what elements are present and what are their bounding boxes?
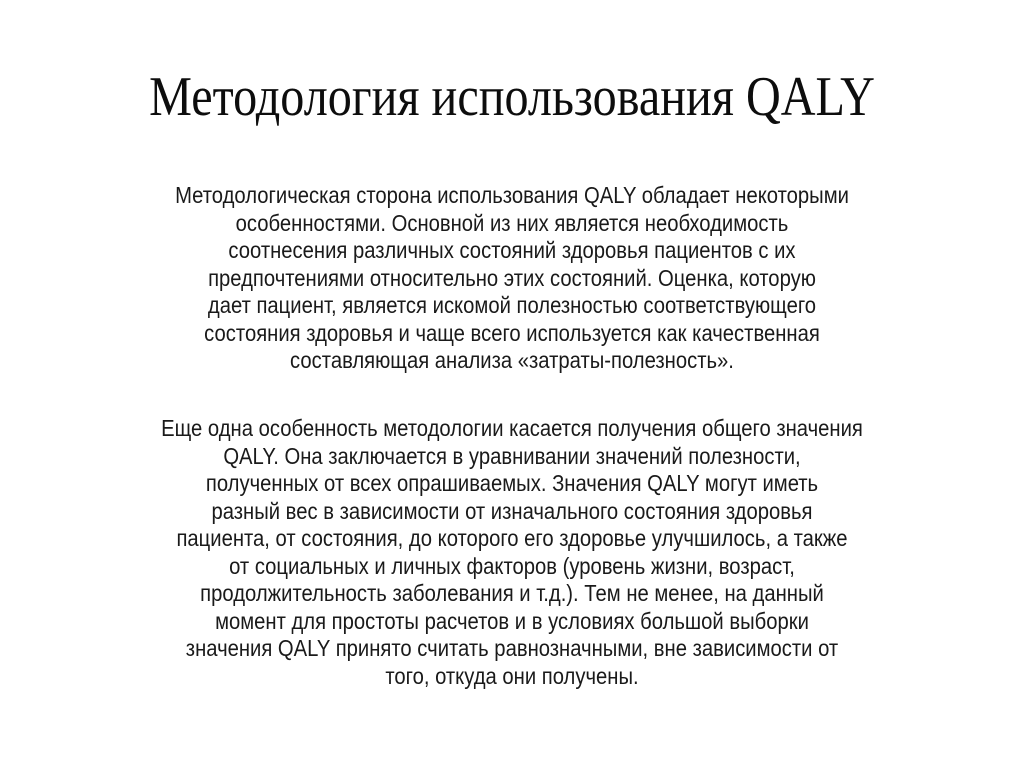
text-line: QALY. Она заключается в уравнивании значений полезности, (223, 442, 801, 469)
text-line: дает пациент, является искомой полезностью соответствующего (207, 292, 817, 318)
slide-title: Методология использования QALY (149, 66, 875, 128)
text-line: пациента, от состояния, до которого его здоровье улучшилось, а также (176, 525, 848, 551)
text-line: предпочтениями относительно этих состояний. Оценка, которую (208, 264, 816, 291)
text-line: состояния здоровья и чаще всего используется как качественная (204, 319, 820, 346)
text-line: разный вес в зависимости от изначального состояния здоровья (211, 497, 813, 524)
text-line: продолжительность заболевания и т.д.). Тем не менее, на данный (200, 580, 824, 606)
text-line: от социальных и личных факторов (уровень жизни, возраст, (229, 552, 795, 579)
text-line: особенностями. Основной из них является необходимость (235, 209, 789, 236)
text-line: полученных от всех опрашиваемых. Значения QALY могут иметь (205, 470, 819, 496)
text-line: значения QALY принято считать равнозначными, вне зависимости от (185, 635, 839, 661)
paragraph-1 (40, 182, 984, 375)
text-line: составляющая анализа «затраты-полезность». (290, 347, 734, 373)
text-line: Еще одна особенность методологии касается получения общего значения (161, 415, 863, 441)
text-line: Методологическая сторона использования QALY обладает некоторыми (175, 182, 849, 208)
paragraph-2 (40, 415, 984, 690)
text-line: того, откуда они получены. (385, 662, 639, 689)
text-line: момент для простоты расчетов и в условиях большой выборки (215, 607, 809, 634)
text-line: соотнесения различных состояний здоровья пациентов с их (228, 237, 796, 263)
